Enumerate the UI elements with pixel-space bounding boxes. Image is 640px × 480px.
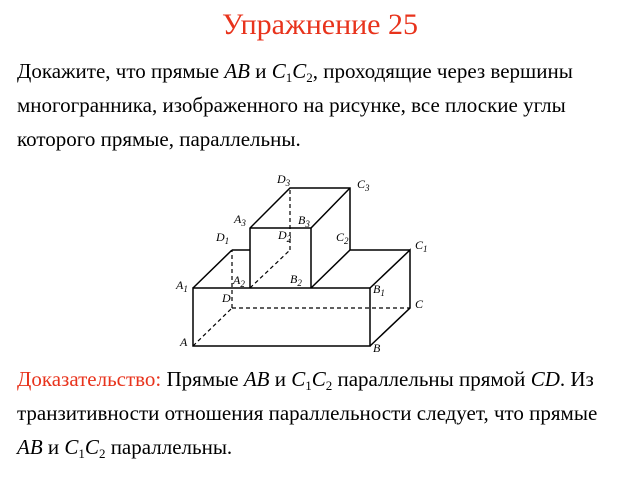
proof-lead: Доказательство: — [17, 367, 162, 391]
proof-point-c1-2: C — [64, 435, 79, 459]
proof-point-c1: C — [291, 367, 306, 391]
label-b: B — [373, 341, 381, 355]
label-d3: $D_3$ — [277, 172, 291, 188]
label-d1: $D_1$ — [216, 230, 230, 246]
proof-text-3: . Из транзитивности отношения параллельности следует, что прямые — [17, 367, 598, 425]
proof-sub-2: 2 — [325, 378, 333, 393]
visible-edges — [193, 188, 410, 346]
proof-sub-3: 1 — [78, 446, 85, 461]
problem-text-1: Докажите, что прямые — [17, 59, 225, 83]
label-d: D — [222, 291, 231, 305]
problem-point-c1: C — [271, 59, 286, 83]
front-face — [193, 288, 370, 346]
label-b1: $B_1$ — [373, 282, 385, 298]
proof-text-2: параллельны прямой — [332, 367, 531, 391]
hidden-edge-a2-d2 — [250, 250, 290, 288]
problem-conj: и — [250, 59, 272, 83]
proof-conj: и — [269, 367, 292, 391]
label-c3: $C_3$ — [357, 177, 370, 193]
proof-point-c2-2: C — [84, 435, 99, 459]
proof-conj-2: и — [42, 435, 65, 459]
proof-point-c2: C — [311, 367, 326, 391]
problem-text-2: , проходящие через вершины многогранника, изображенного на рисунке, все плоские углы которого прямые, параллельны. — [17, 59, 573, 151]
edge-a1-d1 — [193, 250, 232, 288]
proof-text-4: параллельны. — [105, 435, 233, 459]
label-c2: $C_2$ — [336, 230, 349, 246]
proof-line-cd: CD — [530, 367, 560, 391]
label-b2: $B_2$ — [290, 272, 302, 288]
problem-sub-2: 2 — [306, 70, 313, 85]
label-c: C — [415, 297, 424, 311]
hidden-edge-a-d — [193, 308, 232, 346]
proof-sub-4: 2 — [98, 446, 106, 461]
proof-line-ab-2: AB — [17, 435, 43, 459]
edge-b2-c2-c1 — [311, 250, 410, 288]
right-side-face — [370, 250, 410, 346]
problem-sub-1: 1 — [285, 70, 293, 85]
page-title: Упражнение 25 — [222, 8, 418, 41]
label-c1: $C_1$ — [415, 238, 428, 254]
proof-text-1: Прямые — [161, 367, 244, 391]
label-d2: $D_2$ — [278, 228, 292, 244]
proof-text — [17, 362, 627, 464]
proof-line-ab: AB — [243, 367, 270, 391]
problem-point-c2: C — [292, 59, 307, 83]
problem-line-ab: AB — [224, 59, 251, 83]
label-a2: $A_2$ — [233, 273, 245, 289]
label-a1: $A_1$ — [176, 278, 188, 294]
label-a3: $A_3$ — [234, 212, 246, 228]
proof-sub-1: 1 — [305, 378, 312, 393]
label-a: A — [180, 335, 188, 349]
label-b3: $B_3$ — [298, 213, 310, 229]
hidden-edges — [193, 188, 410, 346]
